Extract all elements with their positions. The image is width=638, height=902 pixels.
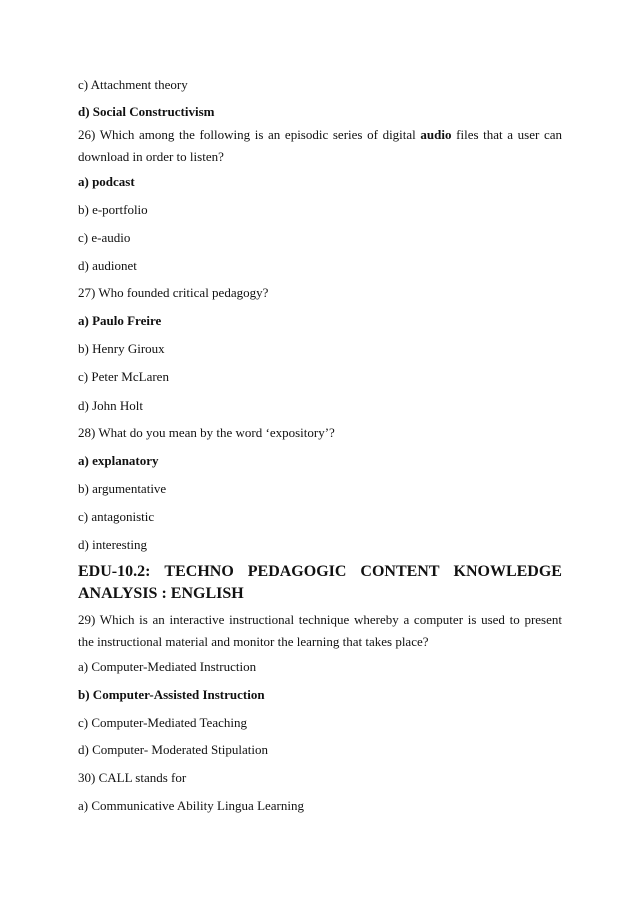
- q25-option-d-answer: d) Social Constructivism: [78, 104, 215, 119]
- q29-option-d: d) Computer- Moderated Stipulation: [78, 742, 269, 757]
- heading-word: CONTENT: [360, 563, 440, 580]
- section-heading-line2: ANALYSIS : ENGLISH: [78, 585, 244, 602]
- q27-option-b: b) Henry Giroux: [78, 341, 165, 356]
- heading-word: PEDAGOGIC: [247, 563, 347, 580]
- q29-question: 29) Which is an interactive instructional technique whereby a computer is used to present the instructional material and monitor the learning that takes place?: [78, 612, 562, 649]
- q29-option-a: a) Computer-Mediated Instruction: [78, 659, 257, 674]
- q28-option-b: b) argumentative: [78, 481, 167, 496]
- section-heading-line1: [78, 561, 562, 583]
- heading-word: EDU-10.2:: [78, 563, 151, 580]
- q27-option-c: c) Peter McLaren: [78, 369, 169, 384]
- q29-option-c: c) Computer-Mediated Teaching: [78, 715, 247, 730]
- q28-option-a-answer: a) explanatory: [78, 453, 159, 468]
- q26-question: [78, 124, 562, 168]
- q27-option-d: d) John Holt: [78, 398, 143, 413]
- q26-option-b: b) e-portfolio: [78, 202, 148, 217]
- q26-question-bold-word: audio: [420, 127, 452, 142]
- q28-option-d: d) interesting: [78, 537, 147, 552]
- heading-word: TECHNO: [164, 563, 234, 580]
- q30-option-a: a) Communicative Ability Lingua Learning: [78, 798, 305, 813]
- q26-option-a-answer: a) podcast: [78, 174, 135, 189]
- q25-option-c: c) Attachment theory: [78, 77, 188, 92]
- heading-word: KNOWLEDGE: [453, 563, 562, 580]
- q26-question-part2: files that a user can download in order to listen?: [78, 127, 563, 164]
- q30-question: 30) CALL stands for: [78, 770, 187, 785]
- section-heading: [78, 561, 562, 605]
- q27-option-a-answer: a) Paulo Freire: [78, 313, 162, 328]
- q26-option-d: d) audionet: [78, 258, 137, 273]
- q27-question: 27) Who founded critical pedagogy?: [78, 285, 269, 300]
- q28-question: 28) What do you mean by the word ‘expository’?: [78, 425, 335, 440]
- q26-question-part1: 26) Which among the following is an episodic series of digital: [78, 127, 416, 142]
- q26-option-c: c) e-audio: [78, 230, 131, 245]
- q29-option-b-answer: b) Computer-Assisted Instruction: [78, 687, 265, 702]
- q28-option-c: c) antagonistic: [78, 509, 155, 524]
